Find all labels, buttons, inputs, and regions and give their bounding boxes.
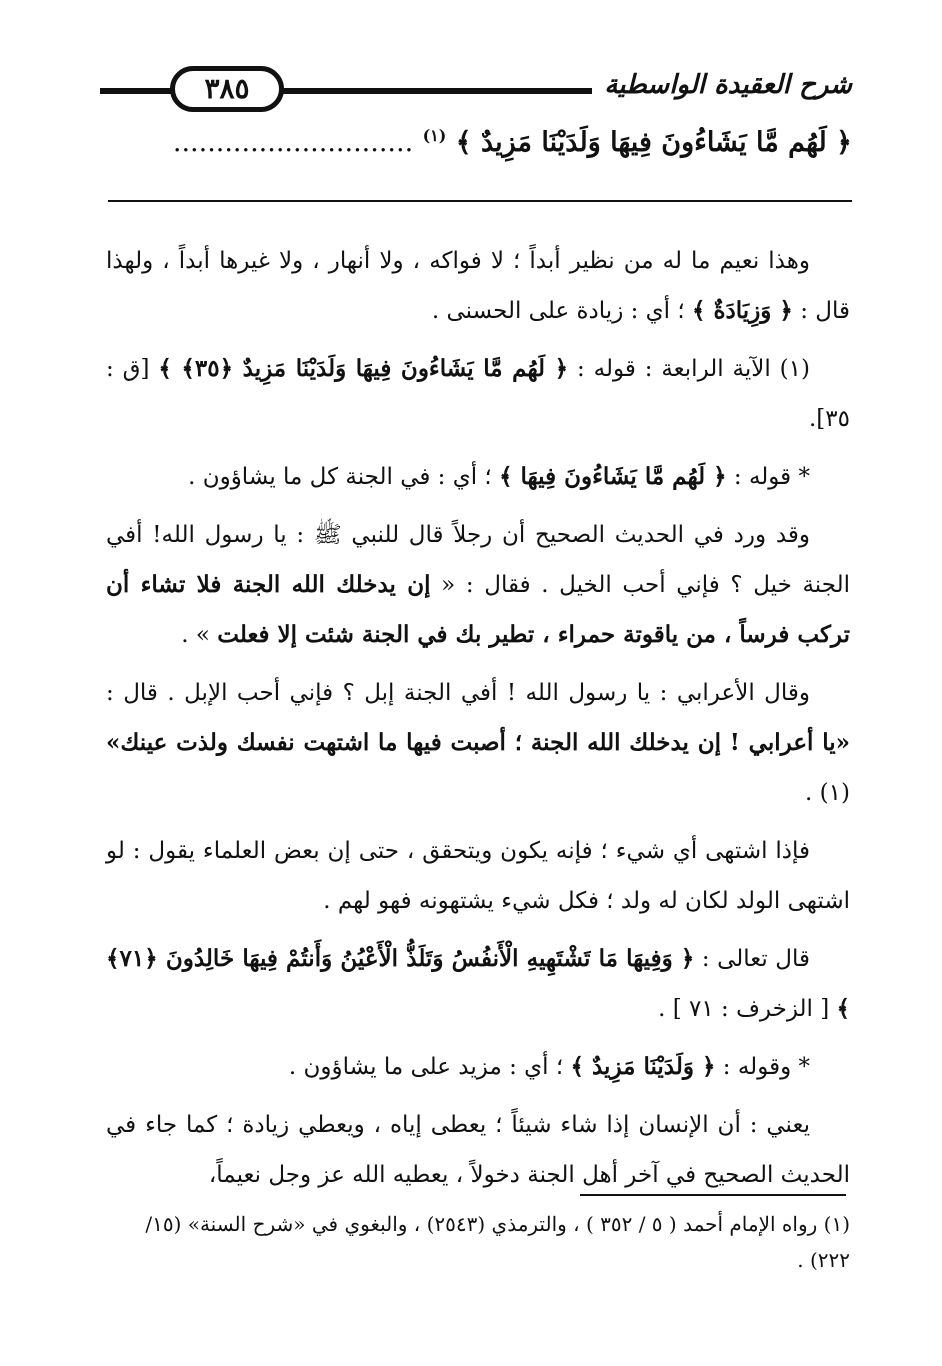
paragraph [106, 934, 850, 1034]
quran-quote: ﴿ لَهُم مَّا يَشَاءُونَ فِيهَا وَلَدَيْنَا مَزِيدٌ ﴿٣٥﴾ ﴾ [158, 355, 569, 382]
paragraph [106, 510, 850, 660]
paragraph-text: (١) الآية الرابعة : قوله : [568, 356, 810, 382]
verse-heading [92, 126, 852, 158]
footnote: (١) رواه الإمام أحمد ( ٥ / ٣٥٢ ) ، والترمذي (٢٥٤٣) ، والبغوي في «شرح السنة» (١٥/ ٢٢٢) . [145, 1212, 850, 1272]
quran-quote: ﴿ وَزِيَادَةٌ ﴾ [692, 297, 793, 324]
footnote-divider [580, 1194, 846, 1196]
paragraph-text: ؛ أي : في الجنة كل ما يشاؤون . [188, 464, 500, 490]
paragraph [106, 452, 850, 502]
paragraph [106, 1100, 850, 1200]
page-number: ٣٨٥ [170, 66, 284, 112]
paragraph-text: * قوله : [726, 464, 810, 490]
verse-heading-text: ﴿ لَهُم مَّا يَشَاءُونَ فِيهَا وَلَدَيْنَا مَزِيدٌ ﴾ [455, 127, 852, 158]
paragraph-text: وهذا نعيم ما له من نظير أبداً ؛ لا فواكه ، ولا أنهار ، ولا غيرها أبداً ، ولهذا قال : [106, 248, 850, 324]
paragraph-text: يعني : أن الإنسان إذا شاء شيئاً ؛ يعطى إياه ، ويعطي زيادة ؛ كما جاء في الحديث الصحيح في آخر أهل الجنة دخولاً ، يعطيه الله عز وجل نعيماً، [106, 1112, 850, 1188]
paragraph-text: » . [181, 622, 218, 648]
leader-dots: ............................ [172, 127, 414, 158]
paragraph [106, 236, 850, 336]
commentary-body [106, 236, 850, 1208]
paragraph [106, 668, 850, 818]
quran-quote: ﴿ وَفِيهَا مَا تَشْتَهِيهِ الْأَنفُسُ وَتَلَذُّ الْأَعْيُنُ وَأَنتُمْ فِيهَا خَالِدُونَ ﴿٧١﴾ ﴾ [106, 945, 850, 1022]
paragraph-text: (١) . [805, 780, 850, 806]
paragraph [106, 1042, 850, 1092]
paragraph-text: [ق : ٣٥]. [106, 356, 850, 432]
paragraph [106, 826, 850, 926]
paragraph-text: [ الزخرف : ٧١ ] . [658, 996, 837, 1022]
paragraph-text: ؛ أي : زيادة على الحسنى . [431, 298, 693, 324]
verse-footnote-ref: (١) [422, 126, 447, 145]
paragraph [106, 344, 850, 444]
page-header [100, 66, 852, 118]
hadith-text: «يا أعرابي ! إن يدخلك الله الجنة ؛ أصبت فيها ما اشتهت نفسك ولذت عينك» [106, 729, 850, 756]
paragraph-text: * وقوله : [715, 1054, 810, 1080]
hadith-text: إن يدخلك الله الجنة فلا تشاء أن تركب فرساً ، من ياقوتة حمراء ، تطير بك في الجنة شئت إلا فعلت [106, 571, 850, 648]
running-title: شرح العقيدة الواسطية [592, 70, 852, 100]
paragraph-text: وقال الأعرابي : يا رسول الله ! أفي الجنة إبل ؟ فإني أحب الإبل . قال : [106, 680, 810, 706]
paragraph-text: ؛ أي : مزيد على ما يشاؤون . [288, 1054, 571, 1080]
quran-quote: ﴿ لَهُم مَّا يَشَاءُونَ فِيهَا ﴾ [499, 463, 727, 490]
heading-divider [108, 200, 852, 202]
quran-quote: ﴿ وَلَدَيْنَا مَزِيدٌ ﴾ [570, 1053, 716, 1080]
paragraph-text: قال تعالى : [694, 946, 810, 972]
paragraph-text: وقد ورد في الحديث الصحيح أن رجلاً قال للنبي ﷺ : يا رسول الله! أفي الجنة خيل ؟ فإني أحب الخيل . فقال : « [106, 522, 850, 598]
paragraph-text: فإذا اشتهى أي شيء ؛ فإنه يكون ويتحقق ، حتى إن بعض العلماء يقول : لو اشتهى الولد لكان له ولد ؛ فكل شيء يشتهونه فهو لهم . [106, 838, 850, 914]
